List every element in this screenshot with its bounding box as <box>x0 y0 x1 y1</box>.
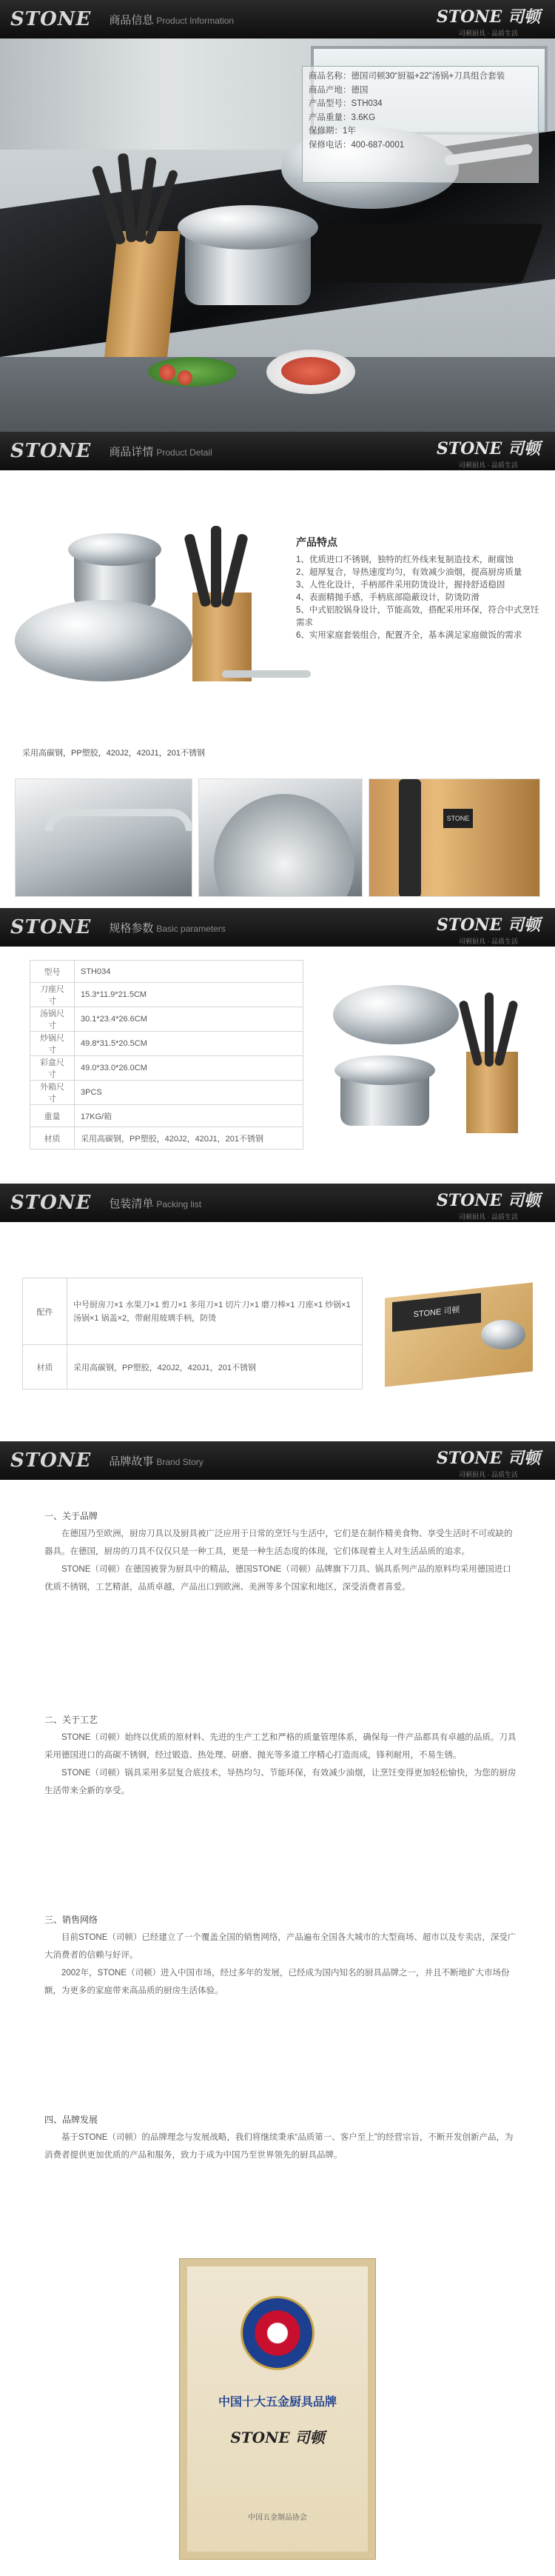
brand-logo: STONE <box>10 1192 92 1214</box>
story-block-3 <box>44 1911 518 2000</box>
story-block-1 <box>44 1507 518 1596</box>
section-title: 品牌故事 Brand Story <box>109 1455 204 1468</box>
story-heading: 一、关于品牌 <box>44 1511 98 1521</box>
section-title: 包装清单 Packing list <box>109 1197 202 1210</box>
material-note: 采用高碳钢，PP塑胶，420J2，420J1，201不锈钢 <box>22 749 205 758</box>
brand-mark: STONE 司顿 司顿厨具 · 品质生活 <box>437 915 540 945</box>
params-table <box>30 960 303 1149</box>
info-warranty: 保修期：1年 <box>309 127 356 136</box>
certificate-issuer: 中国五金制品协会 <box>248 2514 307 2522</box>
story-heading: 二、关于工艺 <box>44 1715 98 1725</box>
section-header-packing <box>0 1184 555 1222</box>
story-paragraph: 2002年，STONE（司顿）进入中国市场，经过多年的发展，已经成为国内知名的厨具品牌之一，并且不断地扩大市场份额，为更多的家庭带来高品质的厨房生活体验。 <box>44 1969 510 1995</box>
story-paragraph: 基于STONE（司顿）的品牌理念与发展战略，我们将继续秉承“品质第一、客户至上”的经营宗旨，不断开发创新产品，为消费者提供更加优质的产品和服务，致力于成为中国乃至世界领先的厨具品牌。 <box>44 2133 514 2160</box>
award-emblem-icon <box>240 2296 314 2370</box>
info-model: 产品型号：STH034 <box>309 99 383 108</box>
detail-photo-lid <box>198 778 363 897</box>
story-paragraph: STONE（司顿）始终以优质的原材料、先进的生产工艺和严格的质量管理体系，确保每一件产品都具有卓越的品质。刀具采用德国进口的高碳不锈钢，经过锻造、热处理、研磨、抛光等多道工序精心打造而成，锋利耐用，不易生锈。 <box>44 1733 517 1760</box>
brand-mark: STONE 司顿 司顿厨具 · 品质生活 <box>437 439 540 469</box>
feature-item: 2、超厚复合，导热速度均匀，有效减少油烟，提高厨房质量 <box>296 568 522 577</box>
story-heading: 三、销售网络 <box>44 1915 98 1925</box>
feature-item: 3、人性化设计，手柄部件采用防烫设计，握持舒适稳固 <box>296 581 505 590</box>
section-header-params <box>0 908 555 947</box>
feature-item: 1、优质进口不锈钢，独特的红外线来复制造技术，耐腐蚀 <box>296 555 514 564</box>
detail-photo-handle <box>15 778 192 897</box>
info-origin: 商品产地：德国 <box>309 85 369 95</box>
feature-item: 4、表面精抛手感，手柄底部隐蔽设计，防烫防滑 <box>296 593 480 602</box>
section-title: 商品详情 Product Detail <box>109 445 212 458</box>
features-title: 产品特点 <box>296 536 337 548</box>
info-name: 商品名称：德国司顿30“厨福+22”汤锅+刀具组合套装 <box>309 72 505 81</box>
table-row: 外箱尺寸 3PCS <box>30 1081 303 1105</box>
section-title: 规格参数 Basic parameters <box>109 921 226 935</box>
brand-logo: STONE <box>10 8 92 30</box>
kitchen-scene-image <box>0 39 555 438</box>
table-row: 材质 采用高碳钢，PP塑胶，420J2，420J1，201不锈钢 <box>30 1127 303 1149</box>
table-row: 刀座尺寸 15.3*11.9*21.5CM <box>30 983 303 1007</box>
table-row: 汤锅尺寸 30.1*23.4*26.6CM <box>30 1007 303 1032</box>
story-paragraph: 目前STONE（司顿）已经建立了一个覆盖全国的销售网络，产品遍布全国各大城市的大型商场、超市以及专卖店，深受广大消费者的信赖与好评。 <box>44 1933 517 1960</box>
certificate-title: 中国十大五金厨具品牌 <box>218 2396 337 2409</box>
brand-mark: STONE 司顿 司顿厨具 · 品质生活 <box>437 1191 540 1221</box>
features-block <box>296 535 540 642</box>
table-row: 配件 中号厨房刀×1 水果刀×1 剪刀×1 多用刀×1 切片刀×1 磨刀棒×1 刀座×1 炒锅×1 汤锅×1 锅盖×2，带耐用玻璃手柄，防烫 <box>23 1278 363 1345</box>
table-row: 彩盒尺寸 49.0*33.0*26.0CM <box>30 1056 303 1081</box>
table-row: 材质 采用高碳钢，PP塑胶，420J2，420J1，201不锈钢 <box>23 1345 363 1389</box>
table-row: 重量 17KG/箱 <box>30 1105 303 1127</box>
product-info-box <box>302 66 539 183</box>
section-header-detail <box>0 432 555 470</box>
story-block-4 <box>44 2111 518 2164</box>
section-title: 商品信息 Product Information <box>109 13 235 27</box>
table-row: 炒锅尺寸 49.8*31.5*20.5CM <box>30 1032 303 1056</box>
brand-logo: STONE <box>10 916 92 938</box>
brand-mark: STONE 司顿 司顿厨具 · 品质生活 <box>437 1449 540 1478</box>
certificate-brand: STONE 司顿 <box>230 2429 325 2446</box>
story-paragraph: STONE（司顿）在德国被誉为厨具中的精品，德国STONE（司顿）品牌旗下刀具、锅具系列产品的原料均采用德国进口优质不锈钢，工艺精湛，品质卓越，产品出口到欧洲、美洲等多个国家和地区，深受消费者喜爱。 <box>44 1565 511 1592</box>
section-header-info <box>0 0 555 39</box>
brand-logo: STONE <box>10 1449 92 1472</box>
gift-box-image: STONE 司顿 <box>377 1268 548 1394</box>
feature-item: 6、实用家庭套装组合，配置齐全，基本满足家庭做饭的需求 <box>296 631 522 640</box>
table-row: 型号 STH034 <box>30 961 303 983</box>
story-block-2 <box>44 1711 518 1800</box>
params-product-image <box>326 978 540 1141</box>
brand-mark: STONE 司顿 司顿厨具 · 品质生活 <box>437 7 540 37</box>
info-weight: 产品重量：3.6KG <box>309 113 376 122</box>
award-certificate <box>180 2259 375 2559</box>
packing-table <box>22 1278 363 1389</box>
story-heading: 四、品牌发展 <box>44 2115 98 2125</box>
product-set-image <box>15 518 303 704</box>
info-hotline: 保修电话：400-687-0001 <box>309 140 405 150</box>
detail-photo-block: STONE <box>369 778 540 897</box>
section-header-story <box>0 1441 555 1480</box>
story-paragraph: 在德国乃至欧洲，厨房刀具以及厨具被广泛应用于日常的烹饪与生活中，它们是在制作精美食物、享受生活时不可或缺的器具。在德国，厨房的刀具不仅仅只是一种工具，更是一种生活态度的体现，它们体现着主人对生活品质的追求。 <box>44 1529 513 1556</box>
story-paragraph: STONE（司顿）锅具采用多层复合底技术，导热均匀、节能环保，有效减少油烟，让烹饪变得更加轻松愉快，为您的厨房生活带来全新的享受。 <box>44 1769 517 1795</box>
feature-item: 5、中式铝胶锅身设计，节能高效，搭配采用环保，符合中式烹饪需求 <box>296 606 539 627</box>
brand-logo: STONE <box>10 440 92 462</box>
